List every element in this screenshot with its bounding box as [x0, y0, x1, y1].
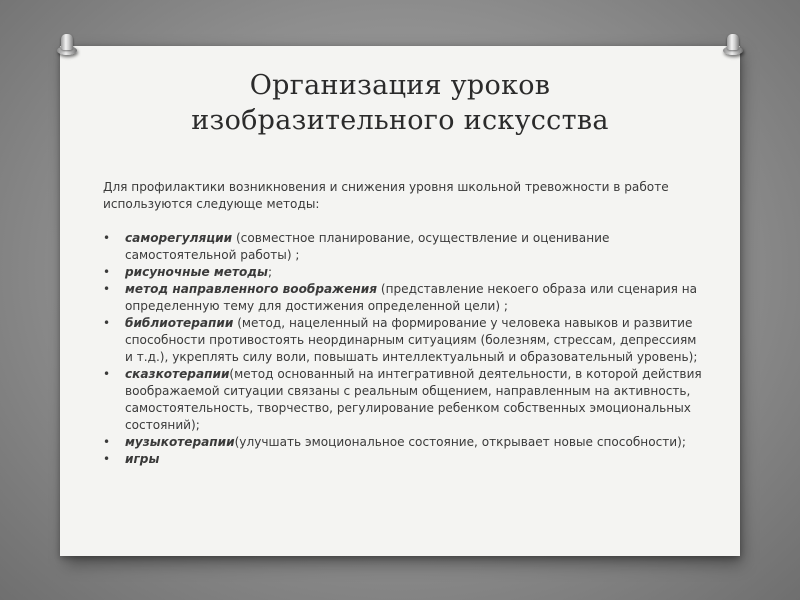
bullet-icon: •	[103, 265, 111, 279]
method-item-directed-imagination	[103, 281, 703, 315]
method-item-games	[103, 451, 703, 468]
bullet-icon: •	[103, 435, 111, 449]
method-description: (метод основанный на интегративной деятельности, в которой действия воображаемой ситуации связаны с реальным общением, направленным на активность, самостоятельность, творчество, регулирование ребенком собственных эмоциональных состояний);	[125, 367, 702, 432]
method-term: библиотерапии	[125, 316, 234, 330]
slide-title	[60, 68, 740, 138]
bullet-icon: •	[103, 231, 111, 245]
method-description: (представление некоего образа или сценария на определенную тему для достижения определенной цели) ;	[125, 282, 698, 313]
method-term: сказкотерапии	[125, 367, 230, 381]
method-description: (совместное планирование, осуществление и оценивание самостоятельной работы) ;	[125, 231, 610, 262]
bullet-icon: •	[103, 367, 111, 381]
method-term: рисуночные методы	[125, 265, 268, 279]
method-term: метод направленного воображения	[125, 282, 378, 296]
method-term: саморегуляции	[125, 231, 233, 245]
method-item-music-therapy	[103, 434, 703, 451]
slide-title-line-2: изобразительного искусства	[191, 105, 609, 136]
bullet-icon: •	[103, 282, 111, 296]
method-description: (улучшать эмоциональное состояние, открывает новые способности);	[234, 435, 686, 449]
bullet-icon: •	[103, 452, 111, 466]
method-term: игры	[125, 452, 160, 466]
method-item-drawing	[103, 264, 703, 281]
bullet-icon: •	[103, 316, 111, 330]
method-description: ;	[267, 265, 273, 279]
method-description: (метод, нацеленный на формирование у человека навыков и развитие способности противостоять неординарным ситуациям (болезням, стрессам, депрессиям и т.д.), укреплять силу воли, повышать интеллектуальный и образовательный уровень);	[125, 316, 698, 364]
method-item-bibliotherapy	[103, 315, 703, 366]
pushpin-left-icon	[56, 34, 78, 56]
methods-list	[103, 230, 703, 468]
method-item-self-regulation	[103, 230, 703, 264]
method-term: музыкотерапии	[125, 435, 235, 449]
pushpin-right-icon	[722, 34, 744, 56]
slide-title-line-1: Организация уроков	[249, 70, 551, 101]
slide-body	[103, 179, 703, 468]
method-item-fairytale-therapy	[103, 366, 703, 434]
intro-paragraph: Для профилактики возникновения и снижения уровня школьной тревожности в работе используются следующе методы:	[103, 180, 669, 211]
